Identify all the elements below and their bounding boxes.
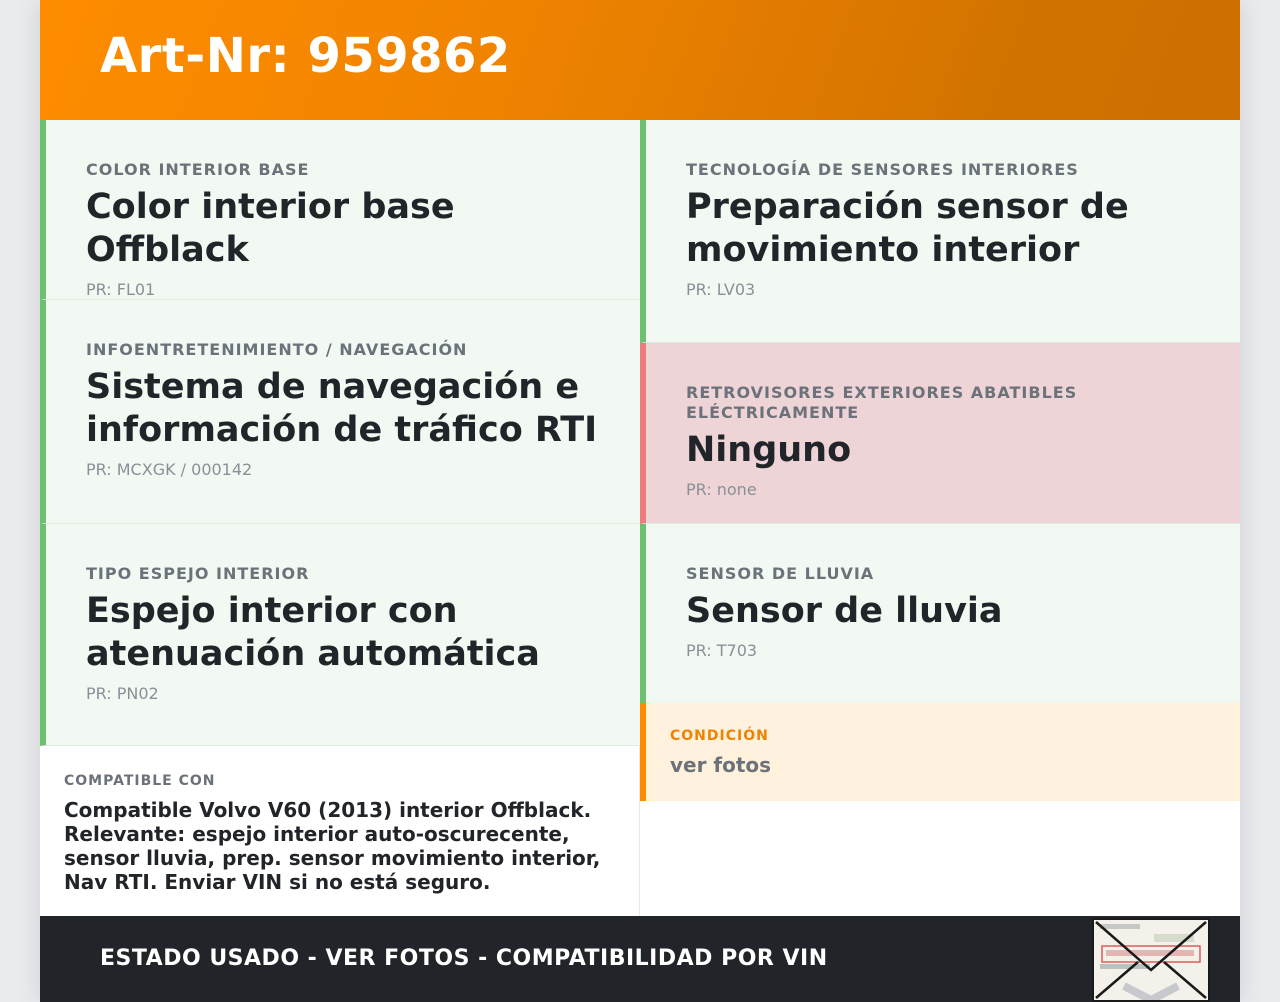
feature-pr-code: PR: PN02 — [86, 684, 159, 703]
feature-category: RETROVISORES EXTERIORES ABATIBLES ELÉCTRICAMENTE — [686, 383, 1078, 422]
feature-title: Espejo interior con atenuación automática — [86, 591, 540, 674]
product-card — [40, 0, 1240, 1002]
feature-cell-folding-mirrors — [640, 343, 1240, 524]
feature-cell-interior-color — [40, 120, 640, 300]
feature-category: COLOR INTERIOR BASE — [86, 160, 310, 179]
feature-cell-rain-sensor — [640, 524, 1240, 704]
feature-title: Color interior base Offblack — [86, 187, 455, 270]
feature-title: Sistema de navegación e información de tráfico RTI — [86, 367, 598, 450]
condition-value: ver fotos — [670, 753, 772, 777]
feature-pr-code: PR: T703 — [686, 641, 758, 660]
footer-bar — [40, 916, 1240, 1002]
feature-pr-code: PR: none — [686, 480, 757, 499]
feature-title: Preparación sensor de movimiento interior — [686, 187, 1129, 270]
feature-title: Sensor de lluvia — [686, 591, 1003, 631]
feature-cell-motion-sensor — [640, 120, 1240, 343]
footer-text: ESTADO USADO - VER FOTOS - COMPATIBILIDAD POR VIN — [100, 946, 828, 971]
compatibility-section — [40, 746, 640, 916]
feature-category: TECNOLOGÍA DE SENSORES INTERIORES — [686, 160, 1079, 179]
feature-pr-code: PR: FL01 — [86, 280, 156, 299]
feature-pr-code: PR: MCXGK / 000142 — [86, 460, 253, 479]
condition-label: CONDICIÓN — [670, 728, 769, 744]
condition-box — [640, 703, 1240, 801]
feature-category: TIPO ESPEJO INTERIOR — [86, 564, 310, 583]
feature-category: INFOENTRETENIMIENTO / NAVEGACIÓN — [86, 340, 468, 359]
feature-pr-code: PR: LV03 — [686, 280, 756, 299]
envelope-sticker-image — [1092, 918, 1210, 1002]
article-number-title: Art-Nr: 959862 — [100, 28, 511, 84]
feature-cell-interior-mirror — [40, 524, 640, 746]
feature-cell-navigation — [40, 300, 640, 524]
compatibility-text: Compatible Volvo V60 (2013) interior Offblack. Relevante: espejo interior auto-oscurecente, sensor lluvia, prep. sensor movimiento interior, Nav RTI. Enviar VIN si no está seguro. — [64, 798, 601, 894]
compatibility-label: COMPATIBLE CON — [64, 773, 216, 789]
feature-category: SENSOR DE LLUVIA — [686, 564, 875, 583]
header-banner — [40, 0, 1240, 120]
envelope-icon — [1094, 920, 1208, 1000]
feature-title: Ninguno — [686, 430, 852, 470]
